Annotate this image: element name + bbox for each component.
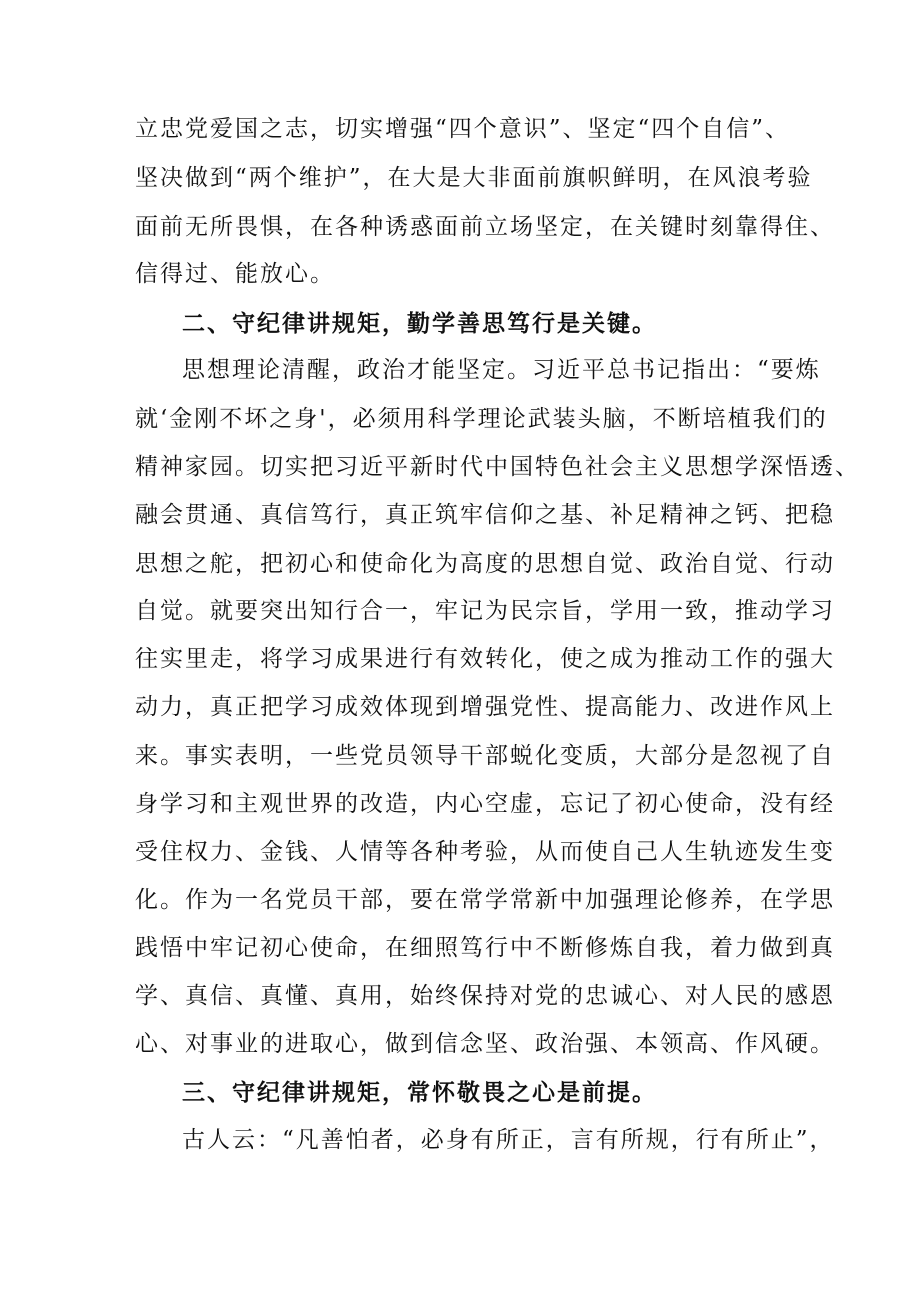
paragraph-line: 动力，真正把学习成效体现到增强党性、提高能力、改进作风上	[135, 694, 835, 720]
paragraph-line: 自觉。就要突出知行合一，牢记为民宗旨，学用一致，推动学习	[135, 598, 835, 624]
paragraph-line: 身学习和主观世界的改造，内心空虚，忘记了初心使命，没有经	[135, 791, 835, 817]
paragraph-line: 融会贯通、真信笃行，真正筑牢信仰之基、补足精神之钙、把稳	[135, 502, 835, 528]
paragraph-line: 信得过、能放心。	[135, 261, 335, 287]
paragraph-line: 践悟中牢记初心使命，在细照笃行中不断修炼自我，着力做到真	[135, 935, 835, 961]
section-heading-3: 三、守纪律讲规矩，常怀敬畏之心是前提。	[182, 1079, 657, 1106]
paragraph-line: 往实里走，将学习成果进行有效转化，使之成为推动工作的强大	[135, 646, 835, 672]
paragraph-line: 坚决做到“两个维护”，在大是大非面前旗帜鲜明，在风浪考验	[135, 165, 813, 191]
paragraph-line: 古人云：“凡善怕者，必身有所正，言有所规，行有所止”，	[182, 1127, 835, 1153]
paragraph-line: 化。作为一名党员干部，要在常学常新中加强理论修养，在学思	[135, 887, 835, 913]
paragraph-line: 受住权力、金钱、人情等各种考验，从而使自己人生轨迹发生变	[135, 839, 835, 865]
paragraph-line: 立忠党爱国之志，切实增强“四个意识”、坚定“四个自信”、	[135, 116, 791, 142]
paragraph-line: 就‘金刚不坏之身'，必须用科学理论武装头脑，不断培植我们的	[135, 406, 828, 432]
section-heading-2: 二、守纪律讲规矩，勤学善思笃行是关键。	[182, 310, 657, 337]
paragraph-line: 心、对事业的进取心，做到信念坚、政治强、本领高、作风硬。	[135, 1031, 835, 1057]
paragraph-line: 思想理论清醒，政治才能坚定。习近平总书记指出：“要炼	[182, 357, 821, 383]
paragraph-line: 来。事实表明，一些党员领导干部蜕化变质，大部分是忽视了自	[135, 743, 835, 769]
paragraph-line: 精神家园。切实把习近平新时代中国特色社会主义思想学深悟透、	[135, 454, 860, 480]
paragraph-line: 学、真信、真懂、真用，始终保持对党的忠诚心、对人民的感恩	[135, 983, 835, 1009]
paragraph-line: 思想之舵，把初心和使命化为高度的思想自觉、政治自觉、行动	[135, 551, 835, 577]
paragraph-line: 面前无所畏惧，在各种诱惑面前立场坚定，在关键时刻靠得住、	[135, 214, 835, 240]
